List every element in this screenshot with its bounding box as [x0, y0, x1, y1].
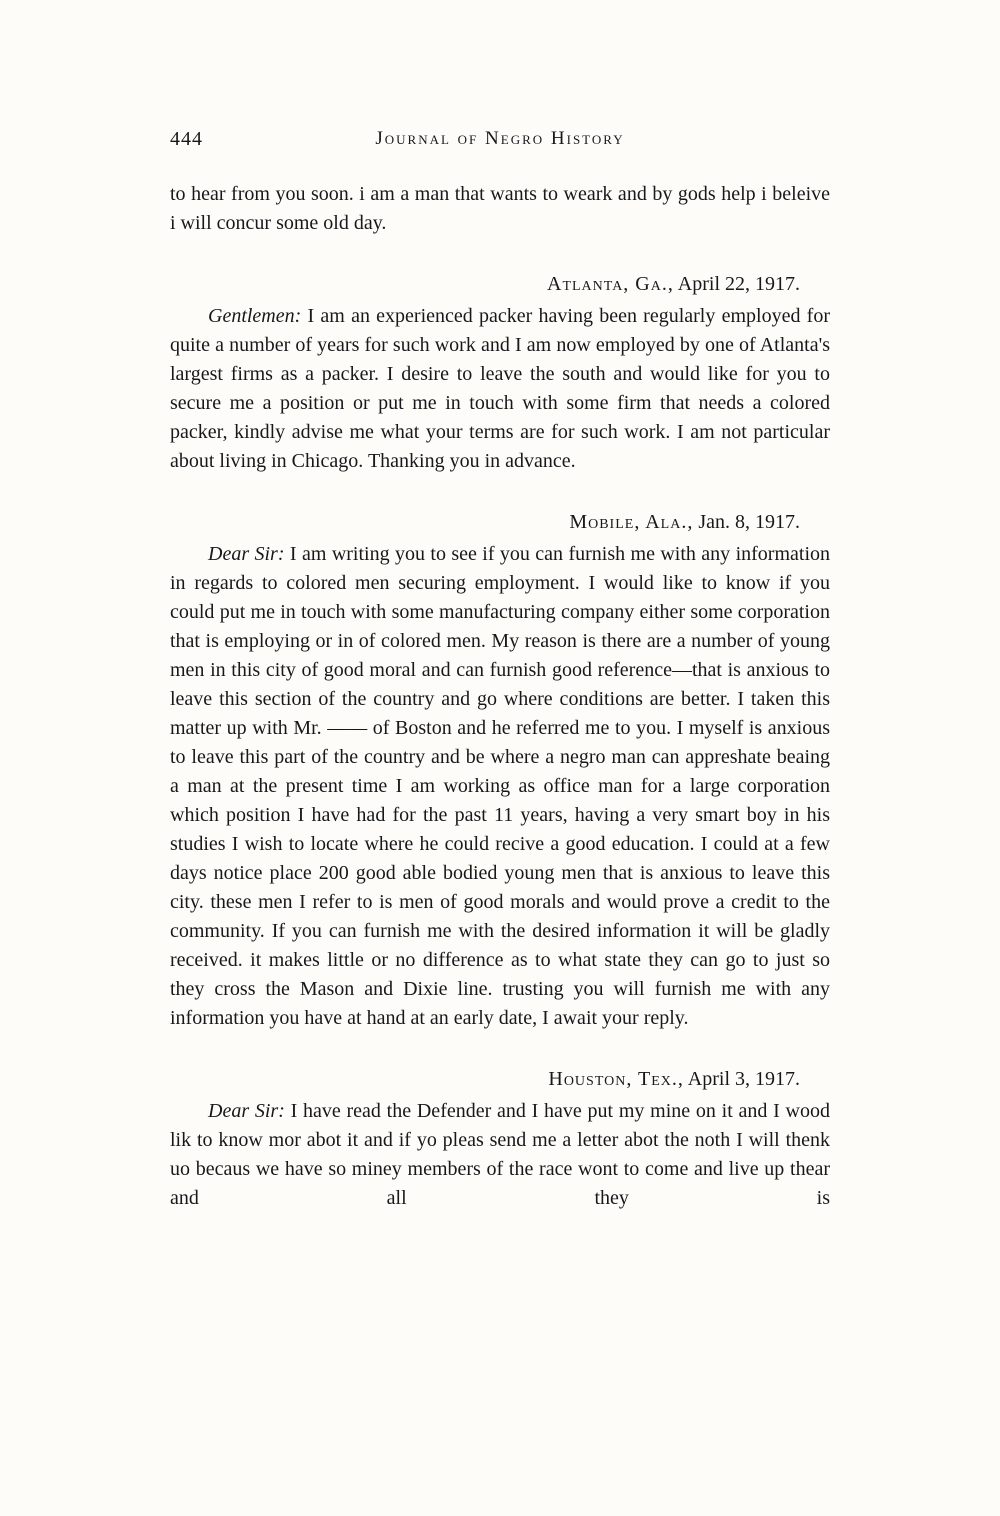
dateline-place: Atlanta, Ga.,: [547, 273, 674, 295]
letter-text: I have read the Defender and I have put my mine on it and I wood lik to know mor abot it and if yo pleas send me a letter abot the noth I will thenk uo becaus we have so miney members of the race wont to come and live up thear and all they is: [170, 1100, 830, 1209]
letter-salutation: Dear Sir:: [208, 543, 285, 565]
letter-text: I am writing you to see if you can furnish me with any information in regards to colored men securing employment. I would like to know if you could put me in touch with some manufacturing company either some corporation that is employing or in of colored men. My reason is there are a number of young men in this city of good moral and can furnish good reference—that is anxious to leave this section of the country and go where conditions are better. I taken this matter up with Mr. —— of Boston and he referred me to you. I myself is anxious to leave this part of the country and be where a negro man can appreshate beaing a man at the present time I am working as office man for a large corporation which position I have had for the past 11 years, having a very smart boy in his studies I wish to locate where he could recive a good education. I could at a few days notice place 200 good able bodied young men that is anxious to leave this city. these men I refer to is men of good morals and would prove a credit to the community. If you can furnish me with the desired information it will be gladly received. it makes little or no difference as to what state they can go to just so they cross the Mason and Dixie line. trusting you will furnish me with any information you have at hand at an early date, I await your reply.: [170, 543, 831, 1029]
letter-dateline: [170, 1065, 830, 1094]
letter-atlanta: [170, 270, 830, 476]
letter-houston: [170, 1065, 830, 1213]
page-number: 444: [170, 128, 203, 150]
running-title: Journal of Negro History: [375, 128, 625, 149]
letter-body: [170, 302, 830, 476]
dateline-place: Mobile, Ala.,: [569, 511, 694, 533]
letter-body: [170, 540, 830, 1033]
letter-salutation: Dear Sir:: [208, 1100, 285, 1122]
page-header: [170, 128, 830, 154]
letter-dateline: [170, 508, 830, 537]
letter-salutation: Gentlemen:: [208, 305, 302, 327]
letter-mobile: [170, 508, 830, 1033]
dateline-date: April 22, 1917.: [677, 273, 800, 295]
continuation-paragraph: to hear from you soon. i am a man that wants to weark and by gods help i beleive i will concur some old day.: [170, 183, 830, 234]
letter-text: I am an experienced packer having been regularly employed for quite a number of years for such work and I am now employed by one of Atlanta's largest firms as a packer. I desire to leave the south and would like for you to secure me a position or put me in touch with some firm that needs a colored packer, kindly advise me what your terms are for such work. I am not particular about living in Chicago. Thanking you in advance.: [170, 305, 830, 472]
letter-dateline: [170, 270, 830, 299]
letter-body: [170, 1097, 830, 1213]
dateline-place: Houston, Tex.,: [548, 1068, 684, 1090]
dateline-date: April 3, 1917.: [687, 1068, 800, 1090]
dateline-date: Jan. 8, 1917.: [698, 511, 800, 533]
